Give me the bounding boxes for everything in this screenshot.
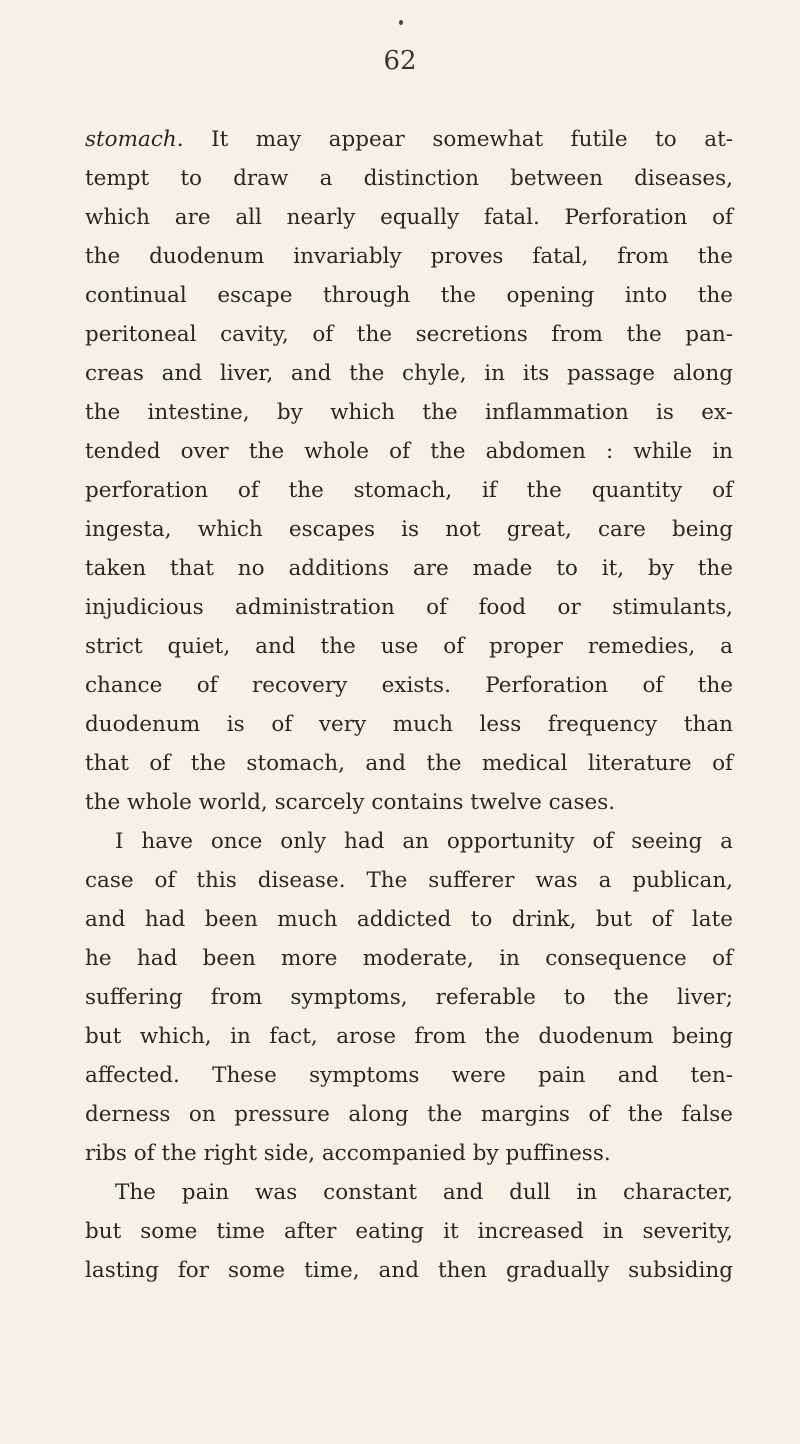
text-line-20: case of this disease. The sufferer was a publican, xyxy=(85,868,733,893)
text-line-1: stomach. It may appear somewhat futile to at- xyxy=(85,127,733,152)
italic-lead-word: stomach. xyxy=(85,127,184,152)
text-line-28: The pain was constant and dull in character, xyxy=(115,1180,733,1205)
text-line-13: injudicious administration of food or stimulants, xyxy=(85,595,733,620)
text-line-10: perforation of the stomach, if the quantity of xyxy=(85,478,733,503)
text-line-17: that of the stomach, and the medical literature of xyxy=(85,751,733,776)
text-line-14: strict quiet, and the use of proper remedies, a xyxy=(85,634,733,659)
text-line-30: lasting for some time, and then gradually subsiding xyxy=(85,1258,733,1283)
page-number: 62 xyxy=(383,46,417,76)
ink-speck xyxy=(399,20,403,25)
text-line-25: affected. These symptoms were pain and ten- xyxy=(85,1063,733,1088)
text-line-9: tended over the whole of the abdomen : while in xyxy=(85,439,733,464)
text-line-18: the whole world, scarcely contains twelve cases. xyxy=(85,790,616,815)
text-line-4: the duodenum invariably proves fatal, from the xyxy=(85,244,733,269)
body-text xyxy=(85,120,733,1290)
text-line-29: but some time after eating it increased in severity, xyxy=(85,1219,733,1244)
text-line-22: he had been more moderate, in consequence of xyxy=(85,946,733,971)
text-line-5: continual escape through the opening into the xyxy=(85,283,733,308)
text-line-16: duodenum is of very much less frequency than xyxy=(85,712,733,737)
text-line-12: taken that no additions are made to it, by the xyxy=(85,556,733,581)
text-line-26: derness on pressure along the margins of the false xyxy=(85,1102,733,1127)
text-line-3: which are all nearly equally fatal. Perforation of xyxy=(85,205,733,230)
text-line-8: the intestine, by which the inflammation is ex- xyxy=(85,400,733,425)
text-line-11: ingesta, which escapes is not great, care being xyxy=(85,517,733,542)
text-line-2: tempt to draw a distinction between diseases, xyxy=(85,166,733,191)
text-line-21: and had been much addicted to drink, but of late xyxy=(85,907,733,932)
text-line-7: creas and liver, and the chyle, in its passage along xyxy=(85,361,733,386)
text-line-6: peritoneal cavity, of the secretions from the pan- xyxy=(85,322,733,347)
text-line-15: chance of recovery exists. Perforation of the xyxy=(85,673,733,698)
text-line-19: I have once only had an opportunity of seeing a xyxy=(115,829,733,854)
text-line-27: ribs of the right side, accompanied by puffiness. xyxy=(85,1141,611,1166)
text-line-23: suffering from symptoms, referable to the liver; xyxy=(85,985,733,1010)
text-line-24: but which, in fact, arose from the duodenum being xyxy=(85,1024,733,1049)
